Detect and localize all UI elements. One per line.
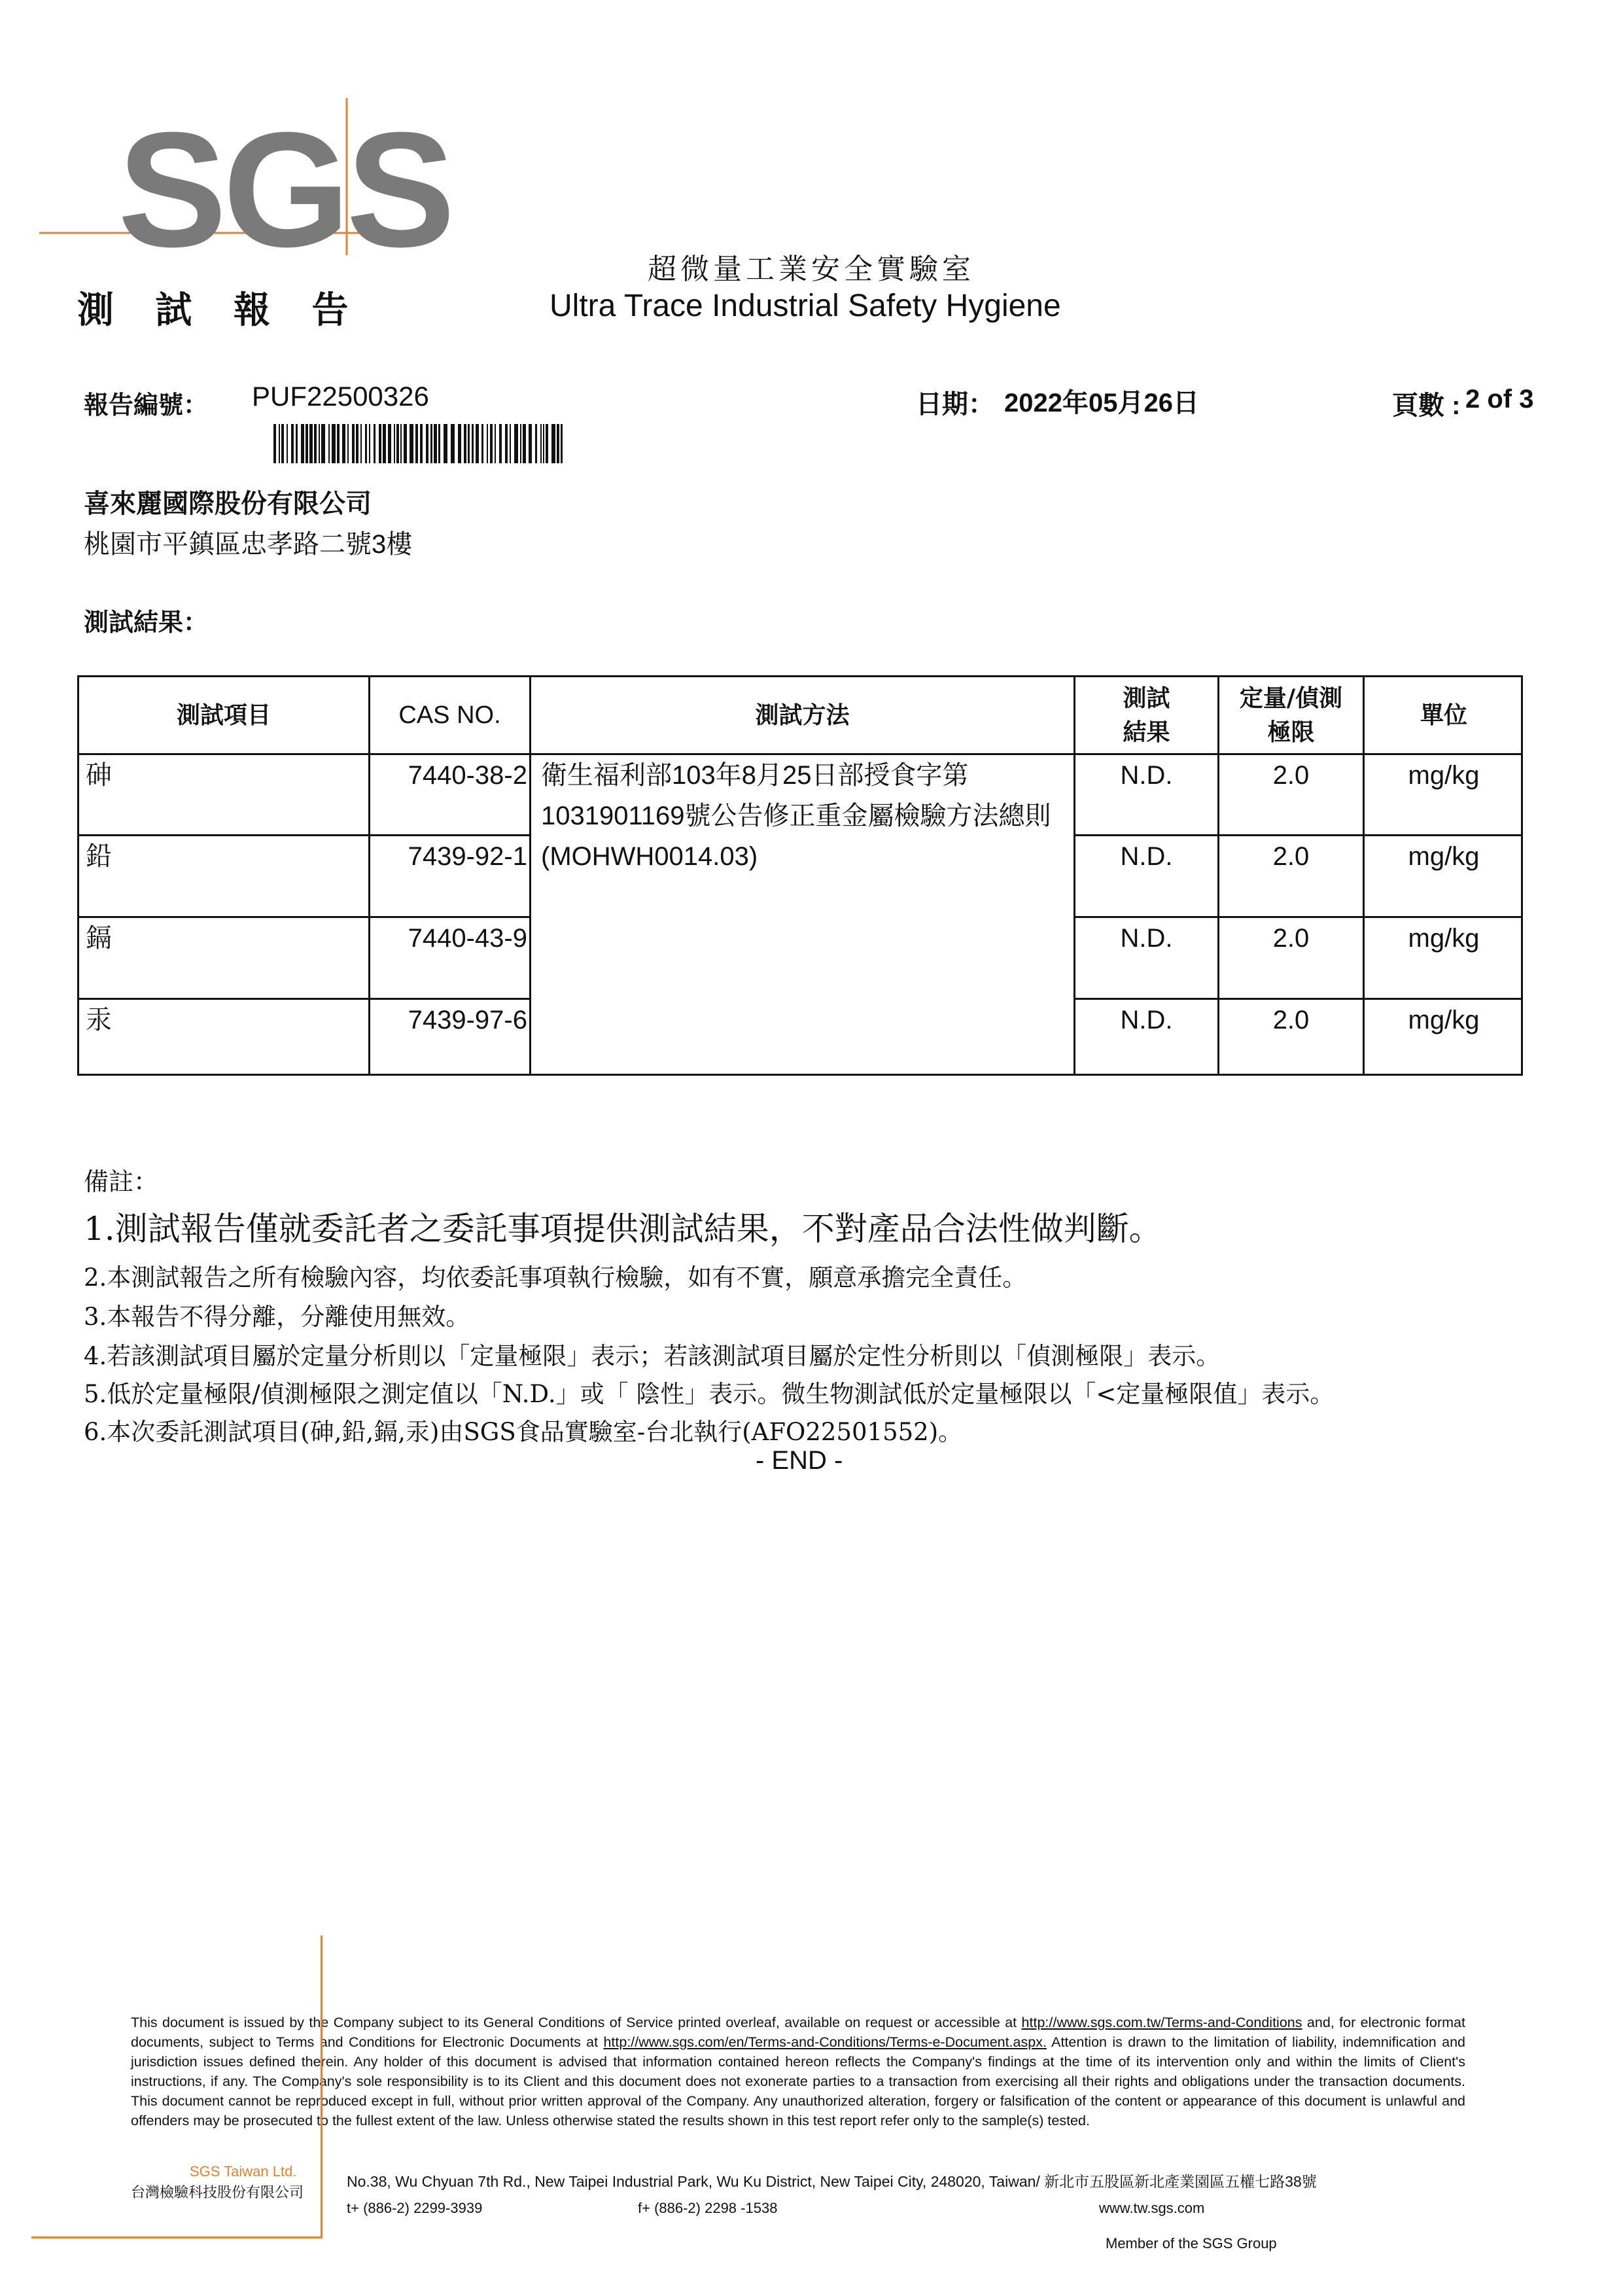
header-result-line2: 結果 bbox=[1123, 718, 1170, 746]
disclaimer-text: and, for electronic format documents, subject to Terms and Conditions for Electronic Documents at bbox=[131, 2015, 1465, 2050]
terms-link[interactable]: http://www.sgs.com.tw/Terms-and-Conditions bbox=[1021, 2015, 1302, 2030]
page-label: 頁數 : bbox=[1392, 391, 1461, 420]
header-cas-no: CAS NO. bbox=[398, 701, 501, 729]
logo-word: SGS bbox=[118, 98, 451, 281]
header-test-method: 測試方法 bbox=[755, 701, 850, 729]
row-result: N.D. bbox=[1120, 761, 1173, 790]
header-result bbox=[1075, 677, 1217, 752]
row-result: N.D. bbox=[1120, 924, 1173, 953]
report-number-label: 報告編號： bbox=[84, 390, 209, 419]
header-limit bbox=[1219, 677, 1363, 752]
row-unit: mg/kg bbox=[1408, 842, 1480, 871]
header-test-item: 測試項目 bbox=[176, 701, 271, 729]
note-item: 1.測試報告僅就委託者之委託事項提供測試結果，不對產品合法性做判斷。 bbox=[84, 1210, 1162, 1248]
row-cas: 7439-92-1 bbox=[408, 842, 527, 871]
footer-fax: f+ (886-2) 2298 -1538 bbox=[638, 2200, 778, 2216]
disclaimer bbox=[131, 2013, 1465, 2130]
table-divider bbox=[1073, 916, 1521, 918]
row-cas: 7440-38-2 bbox=[408, 761, 527, 790]
client-company: 喜來麗國際股份有限公司 bbox=[84, 489, 372, 518]
row-cas: 7440-43-9 bbox=[408, 924, 527, 953]
row-item: 鎘 bbox=[86, 924, 112, 953]
page-number: 2 of 3 bbox=[1465, 385, 1534, 414]
header-unit: 單位 bbox=[1420, 701, 1467, 729]
e-document-terms-link[interactable]: http://www.sgs.com/en/Terms-and-Conditions/Terms-e-Document.aspx. bbox=[603, 2034, 1047, 2050]
test-method-line1: 衛生福利部103年8月25日部授食字第 bbox=[541, 761, 969, 790]
table-divider bbox=[1073, 834, 1521, 836]
header-result-line1: 測試 bbox=[1123, 684, 1170, 712]
table-divider bbox=[79, 753, 1521, 755]
document-title: 測 試 報 告 bbox=[77, 289, 363, 332]
lab-name-zh: 超微量工業安全實驗室 bbox=[648, 253, 975, 286]
footer-member: Member of the SGS Group bbox=[1106, 2235, 1277, 2252]
disclaimer-text: Attention is drawn to the limitation of liability, indemnification and jurisdiction issues defined therein. Any holder of this document is advised that information contained hereon reflects the Company's findings at the time of its intervention only and within the limits of Client's instructions, if any. The Company's sole responsibility is to its Client and this document does not exonerate parties to a transaction from exercising all their rights and obligations under the transaction documents. This document cannot be reproduced except in full, without prior written approval of the Company. Any unauthorized alteration, forgery or falsification of the content or appearance of this document is unlawful and offenders may be prosecuted to the fullest extent of the law. Unless otherwise stated the results shown in this test report refer only to the sample(s) tested. bbox=[131, 2034, 1465, 2128]
row-item: 汞 bbox=[86, 1006, 112, 1034]
disclaimer-text: This document is issued by the Company subject to its General Conditions of Service printed overleaf, available on request or accessible at bbox=[131, 2015, 1022, 2030]
lab-name-en: Ultra Trace Industrial Safety Hygiene bbox=[550, 289, 1061, 323]
row-result: N.D. bbox=[1120, 842, 1173, 871]
footer-company-en: SGS Taiwan Ltd. bbox=[190, 2163, 297, 2180]
test-method-line2: 1031901169號公告修正重金屬檢驗方法總則 bbox=[541, 802, 1051, 830]
barcode-icon bbox=[273, 424, 565, 463]
footer-telephone: t+ (886-2) 2299-3939 bbox=[347, 2200, 483, 2216]
report-date: 2022年05月26日 bbox=[1004, 389, 1199, 417]
row-result: N.D. bbox=[1120, 1006, 1173, 1034]
footer-website[interactable]: www.tw.sgs.com bbox=[1099, 2200, 1205, 2216]
row-limit: 2.0 bbox=[1272, 924, 1310, 953]
row-unit: mg/kg bbox=[1408, 761, 1480, 790]
row-unit: mg/kg bbox=[1408, 1006, 1480, 1034]
note-item: 4.若該測試項目屬於定量分析則以「定量極限」表示；若該測試項目屬於定性分析則以「偵測極限」表示。 bbox=[84, 1342, 1221, 1370]
test-method-line3: (MOHWH0014.03) bbox=[541, 842, 758, 871]
row-item: 砷 bbox=[86, 761, 112, 790]
footer-company-zh: 台灣檢驗科技股份有限公司 bbox=[131, 2185, 304, 2201]
note-item: 5.低於定量極限/偵測極限之測定值以「N.D.」或「 陰性」表示。微生物測試低於定量極限以「<定量極限值」表示。 bbox=[84, 1380, 1335, 1408]
row-item: 鉛 bbox=[86, 842, 112, 871]
notes-label: 備註： bbox=[84, 1167, 159, 1196]
date-label: 日期： bbox=[916, 390, 994, 419]
results-label: 測試結果： bbox=[84, 607, 209, 637]
table-divider bbox=[79, 998, 531, 1000]
report-number: PUF22500326 bbox=[252, 381, 429, 412]
row-cas: 7439-97-6 bbox=[408, 1006, 527, 1034]
table-divider bbox=[79, 916, 531, 918]
table-divider bbox=[79, 834, 531, 836]
table-divider bbox=[1073, 998, 1521, 1000]
sgs-logo bbox=[39, 98, 451, 281]
row-limit: 2.0 bbox=[1272, 1006, 1310, 1034]
results-table bbox=[77, 675, 1523, 1076]
header-limit-line2: 極限 bbox=[1267, 718, 1315, 746]
footer-address: No.38, Wu Chyuan 7th Rd., New Taipei Industrial Park, Wu Ku District, New Taipei City, 248020, Taiwan/ 新北市五股區新北產業園區五權七路38號 bbox=[347, 2173, 1317, 2190]
client-address: 桃園市平鎮區忠孝路二號3樓 bbox=[84, 530, 413, 559]
note-item: 2.本測試報告之所有檢驗內容，均依委託事項執行檢驗，如有不實，願意承擔完全責任。 bbox=[84, 1263, 1027, 1292]
note-item: 3.本報告不得分離，分離使用無效。 bbox=[84, 1303, 470, 1331]
row-limit: 2.0 bbox=[1272, 842, 1310, 871]
note-item: 6.本次委託測試項目(砷,鉛,鎘,汞)由SGS食品實驗室-台北執行(AFO22501552)。 bbox=[84, 1418, 963, 1446]
end-mark: - END - bbox=[756, 1446, 843, 1475]
row-limit: 2.0 bbox=[1272, 761, 1310, 790]
header-limit-line1: 定量/偵測 bbox=[1239, 684, 1343, 712]
row-unit: mg/kg bbox=[1408, 924, 1480, 953]
